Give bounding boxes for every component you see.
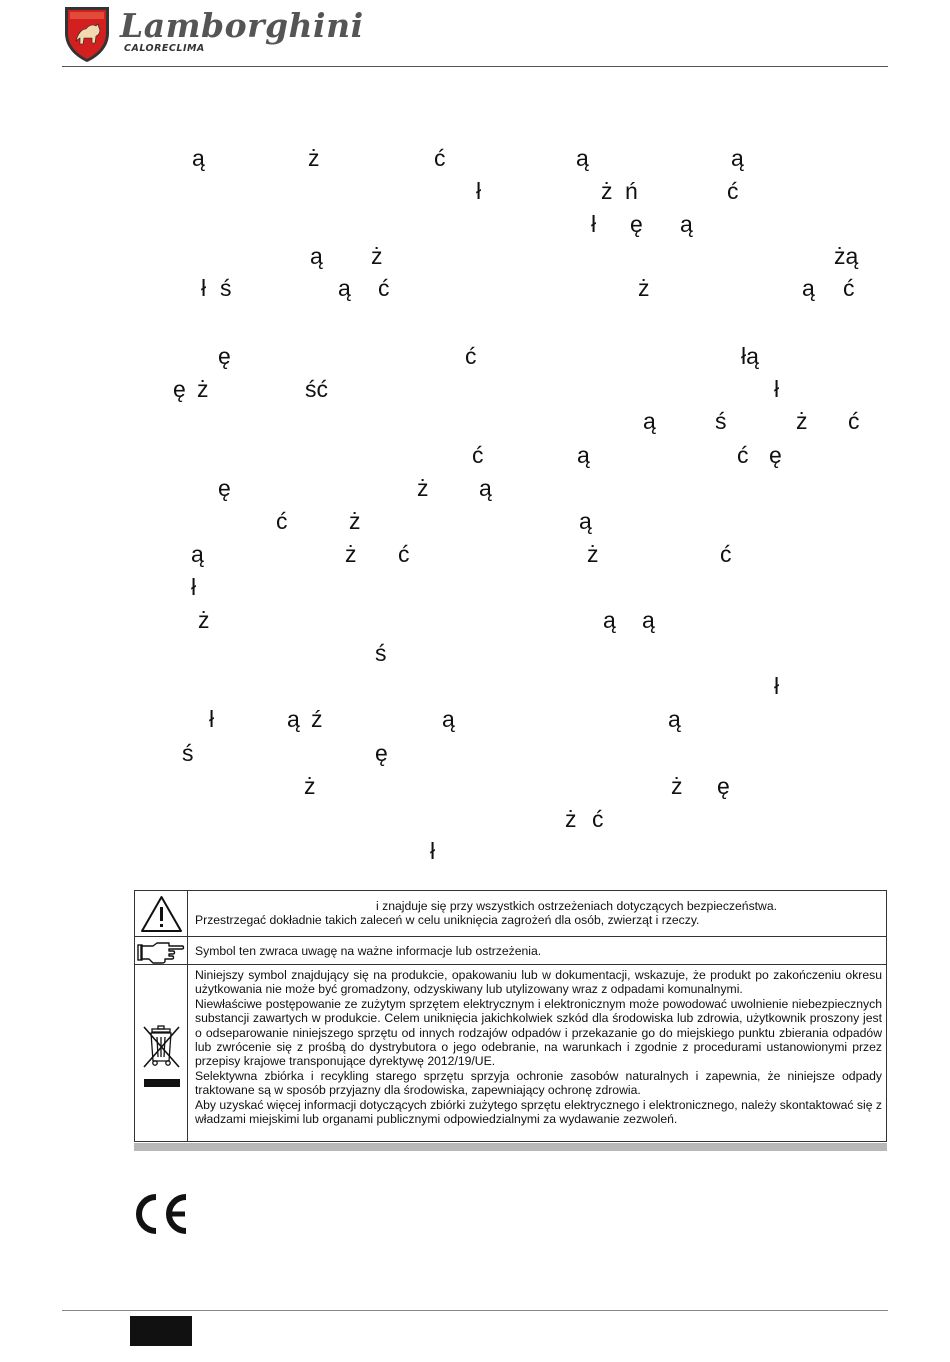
glyph: ć bbox=[720, 541, 732, 567]
warning-line-1: i znajduje się przy wszystkich ostrzeżeniach dotyczących bezpieczeństwa. bbox=[376, 899, 778, 913]
safety-symbols-table bbox=[134, 890, 887, 1142]
glyph: ł bbox=[430, 838, 436, 864]
glyph: ż bbox=[198, 607, 210, 633]
glyph: ć bbox=[434, 145, 446, 171]
glyph: ą bbox=[479, 475, 492, 501]
glyph: ż bbox=[587, 541, 599, 567]
weee-paragraph-2: Niewłaściwe postępowanie ze zużytym sprzętem elektrycznym i elektronicznym może powodować uwolnienie niebezpiecznych substancji zawartych w produkcie. Celem uniknięcia jakichkolwiek szkód dla środowiska lub zdrowia, użytkownik proszony jest o odseparowanie niniejszego sprzętu od innych rodzajów odpadów i przekazanie go do miejskiego punktu zbierania odpadów lub zwrócenie się z prośbą do dystrybutora o jego odebranie, na warunkach i zgodnie z procedurami ustanowionymi przez przepisy krajowe transponujące dyrektywę 2012/19/UE. bbox=[195, 996, 882, 1069]
icon-cell bbox=[135, 965, 188, 1141]
glyph: ś bbox=[182, 740, 194, 766]
glyph: ć bbox=[465, 343, 477, 369]
glyph: łą bbox=[741, 343, 759, 369]
glyph: ę bbox=[630, 211, 643, 237]
icon-cell bbox=[135, 937, 188, 964]
glyph: ż bbox=[308, 145, 320, 171]
glyph: ą bbox=[603, 607, 616, 633]
glyph: ł bbox=[476, 178, 482, 204]
page-number-tab bbox=[130, 1316, 192, 1346]
glyph: ę bbox=[218, 475, 231, 501]
crossed-out-bin-icon bbox=[135, 965, 188, 1141]
glyph: ć bbox=[592, 806, 604, 832]
warning-triangle-icon bbox=[135, 891, 188, 937]
glyph: ś bbox=[375, 640, 387, 666]
ce-mark-icon bbox=[130, 1193, 190, 1235]
glyph: ą bbox=[680, 211, 693, 237]
glyph: ę bbox=[218, 343, 231, 369]
glyph: ł bbox=[201, 275, 207, 301]
weee-paragraph-1: Niniejszy symbol znajdujący się na produkcie, opakowaniu lub w dokumentacji, wskazuje, że produkt po zakończeniu okresu użytkowania nie może być gromadzony, odzyskiwany lub utylizowany wraz z odpadami komunalnymi. bbox=[195, 968, 882, 997]
pointing-hand-icon bbox=[135, 937, 188, 965]
glyph: ę bbox=[717, 773, 730, 799]
glyph: ą bbox=[192, 145, 205, 171]
footer-divider bbox=[62, 1310, 888, 1311]
glyph: żą bbox=[834, 243, 859, 269]
glyph: ą bbox=[338, 275, 351, 301]
glyph: ż bbox=[345, 541, 357, 567]
glyph: ł bbox=[191, 574, 197, 600]
warning-text bbox=[195, 899, 882, 928]
glyph: ą bbox=[191, 541, 204, 567]
glyph: ż bbox=[349, 508, 361, 534]
glyph: ł bbox=[209, 706, 215, 732]
glyph: ć bbox=[737, 442, 749, 468]
glyph: ą bbox=[577, 442, 590, 468]
glyph: ż bbox=[601, 178, 613, 204]
glyph: ż bbox=[638, 275, 650, 301]
warning-row bbox=[135, 891, 886, 937]
glyph: ł bbox=[774, 673, 780, 699]
glyph: ł bbox=[774, 376, 780, 402]
glyph: ż bbox=[371, 243, 383, 269]
glyph: ż bbox=[304, 773, 316, 799]
glyph: ł bbox=[591, 211, 597, 237]
info-row bbox=[135, 937, 886, 965]
glyph: ż bbox=[796, 408, 808, 434]
icon-cell bbox=[135, 891, 188, 936]
glyph: ć bbox=[378, 275, 390, 301]
glyph: ć bbox=[848, 408, 860, 434]
weee-row bbox=[135, 965, 886, 1141]
glyph: ść bbox=[305, 376, 328, 402]
weee-paragraph-3: Selektywna zbiórka i recykling starego sprzętu sprzyja ochronie zasobów naturalnych i zapewnia, że niniejsze odpady traktowane są w sposób przyjazny dla środowiska, zapewniający ochronę zdrowia. bbox=[195, 1068, 882, 1098]
glyph: ś bbox=[220, 275, 232, 301]
brand-subtitle: CALORECLIMA bbox=[124, 43, 205, 54]
glyph: ż bbox=[565, 806, 577, 832]
glyph: ń bbox=[625, 178, 638, 204]
glyph: ą bbox=[731, 145, 744, 171]
glyph: ć bbox=[843, 275, 855, 301]
glyph: ą bbox=[287, 706, 300, 732]
brand-name: Lamborghini bbox=[120, 6, 364, 45]
warning-line-2: Przestrzegać dokładnie takich zaleceń w celu uniknięcia zagrożeń dla osób, zwierząt i rzeczy. bbox=[195, 913, 700, 928]
glyph: ą bbox=[642, 607, 655, 633]
glyph: ż bbox=[197, 376, 209, 402]
glyph: ć bbox=[727, 178, 739, 204]
glyph: ż bbox=[417, 475, 429, 501]
glyph: ź bbox=[311, 706, 323, 732]
glyph: ą bbox=[668, 706, 681, 732]
glyph: ć bbox=[398, 541, 410, 567]
glyph: ę bbox=[375, 740, 388, 766]
glyph: ę bbox=[173, 376, 186, 402]
weee-paragraph-4: Aby uzyskać więcej informacji dotyczących zbiórki zużytego sprzętu elektrycznego i elektronicznego, należy skontaktować się z władzami miejskimi lub organami publicznymi odpowiedzialnymi za wydawanie zezwoleń. bbox=[195, 1097, 882, 1127]
glyph: ą bbox=[442, 706, 455, 732]
glyph: ć bbox=[472, 442, 484, 468]
glyph: ą bbox=[579, 508, 592, 534]
weee-text bbox=[195, 968, 882, 1126]
glyph: ą bbox=[310, 243, 323, 269]
glyph: ż bbox=[671, 773, 683, 799]
info-text: Symbol ten zwraca uwagę na ważne informacje lub ostrzeżenia. bbox=[195, 944, 542, 958]
glyph: ś bbox=[715, 408, 727, 434]
table-shadow-bar bbox=[134, 1143, 887, 1151]
glyph: ą bbox=[643, 408, 656, 434]
glyph: ę bbox=[769, 442, 782, 468]
glyph: ć bbox=[276, 508, 288, 534]
glyph: ą bbox=[576, 145, 589, 171]
glyph: ą bbox=[802, 275, 815, 301]
